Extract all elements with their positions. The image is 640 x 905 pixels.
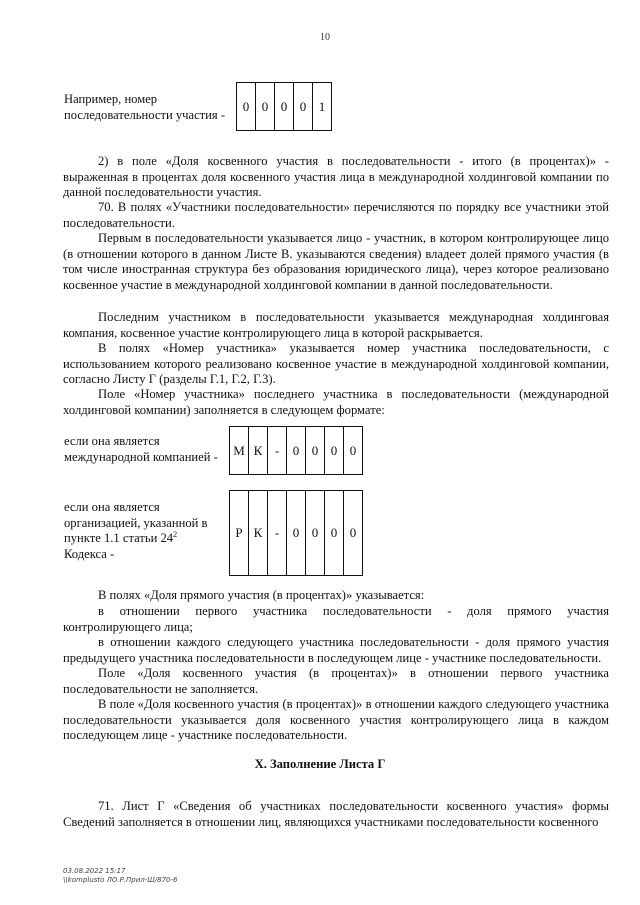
cell: 0 [343,427,362,474]
cell: 0 [305,491,324,575]
label-line: если она является [64,434,160,448]
cell: 0 [305,427,324,474]
paragraph-format: Поле «Номер участника» последнего участника в последовательности (международной холдинговой компании) заполняется в следующем формате: [63,387,609,417]
international-company-cells [229,426,363,475]
cell: - [267,427,286,474]
cell: 0 [324,427,343,474]
example-international-label [64,434,218,465]
paragraph-direct-first: в отношении первого участника последовательности - доля прямого участия контролирующего лица; [63,604,609,634]
cell: 0 [255,83,274,130]
paragraph-direct-next: в отношении каждого следующего участника последовательности - доля прямого участия предыдущего участника последовательности в последующем лице - участнике последовательности. [63,635,609,665]
cell: 0 [343,491,362,575]
paragraph-last-participant: Последним участником в последовательности указывается международная холдинговая компания, косвенное участие контролирующего лица в которой раскрывается. [63,310,609,340]
cell: 0 [242,98,250,114]
label-text: пункте 1.1 статьи 24 [64,531,174,546]
cell: 0 [293,83,312,130]
label-line: последовательности участия - [64,107,226,122]
label-line: Например, номер [64,92,158,106]
paragraph-participant-number: В полях «Номер участника» указывается номер участника последовательности, с использованием которого реализовано косвенное участие в международной холдинговой компании, согласно Листу Г (разделы Г.1, Г.2, Г.3). [63,341,609,387]
paragraph-2: 2) в поле «Доля косвенного участия в последовательности - итого (в процентах)» - выраженная в процентах доля косвенного участия лица в международной холдинговой компании по данной последовательности участия. [63,154,609,200]
page-number: 10 [320,32,330,43]
organization-cells [229,490,363,576]
footer-date: 03.08.2022 15:17 [63,867,126,875]
superscript: 2 [173,530,178,539]
cell: 0 [286,491,305,575]
example-organization-label [64,500,208,562]
label-line: Кодекса - [64,546,115,561]
paragraph-71: 71. Лист Г «Сведения об участниках последовательности косвенного участия» формы Сведений заполняется в отношении лиц, являющихся участниками последовательности косвенного [63,799,609,829]
cell: 0 [324,491,343,575]
cell: Р [235,525,243,541]
paragraph-70: 70. В полях «Участники последовательности» перечисляются по порядку все участники этой последовательности. [63,200,609,230]
cell: 0 [274,83,293,130]
label-line: организацией, указанной в [64,515,208,530]
section-heading: X. Заполнение Листа Г [254,757,386,771]
cell: К [248,491,267,575]
footer-stamp [63,867,177,885]
label-line: если она является [64,500,160,514]
paragraph-indirect-next: В поле «Доля косвенного участия (в процентах)» в отношении каждого следующего участника последовательности указывается доля косвенного участия контролирующего лица в каждом последующем лице - участнике последовательности. [63,697,609,743]
paragraph-indirect-first: Поле «Доля косвенного участия (в процентах)» в отношении первого участника последовательности не заполняется. [63,666,609,696]
label-line [64,531,208,547]
paragraph-direct-share: В полях «Доля прямого участия (в процентах)» указывается: [98,588,425,602]
example-participant-label [64,92,225,123]
paragraph-first-participant: Первым в последовательности указывается лицо - участник, в котором контролирующее лицо (в отношении которого в данном Листе В. указываются сведения) владеет долей прямого участия (в том числе иностранная структура без образования юридического лица), через которое реализовано косвенное участие в международной холдинговой компании в данной последовательности. [63,231,609,292]
cell: 0 [286,427,305,474]
cell: - [267,491,286,575]
cell: М [233,442,245,458]
cell: К [248,427,267,474]
participant-number-cells [236,82,332,131]
footer-path: \\komplusto ЛО.Р.Прил-Ш/870-6 [63,876,178,884]
cell: 1 [312,83,331,130]
label-line: международной компанией - [64,449,218,464]
